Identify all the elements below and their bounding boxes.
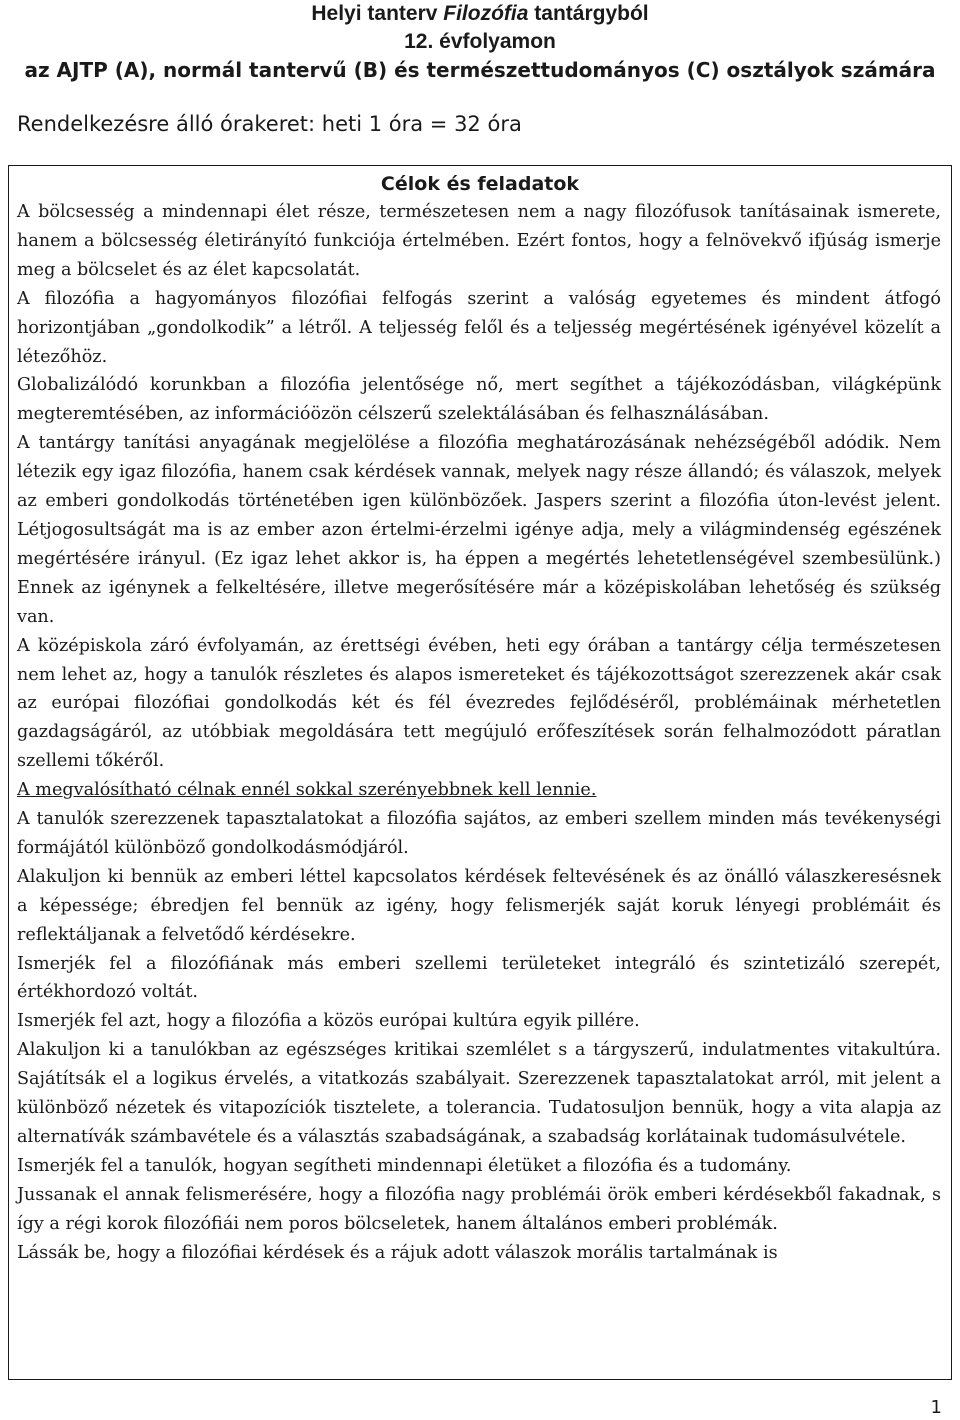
goal-item: Alakuljon ki a tanulókban az egészséges kritikai szemlélet s a tárgyszerű, indulatmentes vitakultúra. Sajátítsák el a logikus érvelés, a vitatkozás szabályait. Szerezzenek tapasztalatokat arról, mit jelent a különböző nézetek és vitapozíciók tisztelete, a tolerancia. Tudatosuljon bennük, hogy a vita alapja az alternatívák számbavétele és a választás szabadságának, a szabadság korlátainak tudomásulvétele. [17,1040,941,1147]
grade-line: 12. évfolyamon [404,30,556,53]
goal-item: Ismerjék fel azt, hogy a filozófia a közös európai kultúra egyik pillére. [17,1011,640,1032]
paragraph: Globalizálódó korunkban a filozófia jelentősége nő, mert segíthet a tájékozódásban, világképünk megteremtésében, az információözön célszerű szelektálásában és felhasználásában. [17,375,941,425]
goal-item: Lássák be, hogy a filozófiai kérdések és a rájuk adott válaszok morális tartalmának is [17,1242,778,1263]
document-title: Helyi tanterv Filozófia tantárgyból [311,2,649,25]
class-types-line: az AJTP (A), normál tantervű (B) és természettudományos (C) osztályok számára [24,58,936,82]
section-content [9,198,951,1268]
paragraph: A filozófia a hagyományos filozófiai felfogás szerint a valóság egyetemes és mindent átfogó horizontjában „gondolkodik” a létről. A teljesség felől és a teljesség megértésének igényével közelít a létezőhöz. [17,288,941,367]
paragraph: A tantárgy tanítási anyagának megjelölése a filozófia meghatározásának nehézségéből adódik. Nem létezik egy igaz filozófia, hanem csak kérdések vannak, melyek nagy része állandó; és válaszok, melyek az emberi gondolkodás történetében igen különbözőek. Jaspers szerint a filozófia úton-levést jelent. Létjogosultságát ma is az ember azon értelmi-érzelmi igénye adja, mely a világmindenség egészének megértésére irányul. (Ez igaz lehet akkor is, ha éppen a megértés lehetetlenségével szembesülünk.) Ennek az igénynek a felkeltésére, illetve megerősítésére már a középiskolában lehetőség és szükség van. [17,433,941,627]
goal-item: Jussanak el annak felismerésére, hogy a filozófia nagy problémái örök emberi kérdésekből fakadnak, s így a régi korok filozófiái nem poros bölcseletek, hanem általános emberi problémák. [17,1184,941,1234]
underlined-statement: A megvalósítható célnak ennél sokkal szerényebbnek kell lennie. [17,780,597,801]
goal-item: Ismerjék fel a tanulók, hogyan segítheti mindennapi életüket a filozófia és a tudomány. [17,1155,792,1176]
goals-box [8,165,952,1380]
goal-item: A tanulók szerezzenek tapasztalatokat a filozófia sajátos, az emberi szellem minden más tevékenységi formájától különböző gondolkodásmódjáról. [17,809,941,858]
goal-item: Ismerjék fel a filozófiának más emberi szellemi területeket integráló és szintetizáló szerepét, értékhordozó voltát. [17,953,941,1003]
section-title: Célok és feladatok [380,173,580,195]
paragraph: A középiskola záró évfolyamán, az érettségi évében, heti egy órában a tantárgy célja természetesen nem lehet az, hogy a tanulók részletes és alapos ismereteket és tájékozottságot szerezzenek akár csak az európai filozófiai gondolkodás két és fél évezredes fejlődéséről, problémáinak mérhetetlen gazdagságáról, az utóbbiak megoldására tett megújuló erőfeszítések során felhalmozódott páratlan szellemi tőkéről. [17,635,941,772]
goal-item: Alakuljon ki bennük az emberi léttel kapcsolatos kérdések feltevésének és az önálló válaszkeresésnek a képessége; ébredjen fel bennük az igény, hogy felismerjék saját koruk lényegi problémáit és reflektáljanak a felvetődő kérdésekre. [17,866,941,945]
subject-name: Filozófia [443,2,529,25]
page-number: 1 [930,1397,942,1418]
hours-allocation: Rendelkezésre álló órakeret: heti 1 óra = 32 óra [17,112,522,136]
paragraph: A bölcsesség a mindennapi élet része, természetesen nem a nagy filozófusok tanításainak ismerete, hanem a bölcsesség életirányító funkciója értelmében. Ezért fontos, hogy a felnövekvő ifjúság ismerje meg a bölcselet és az élet kapcsolatát. [17,202,941,280]
document-header [0,0,960,84]
